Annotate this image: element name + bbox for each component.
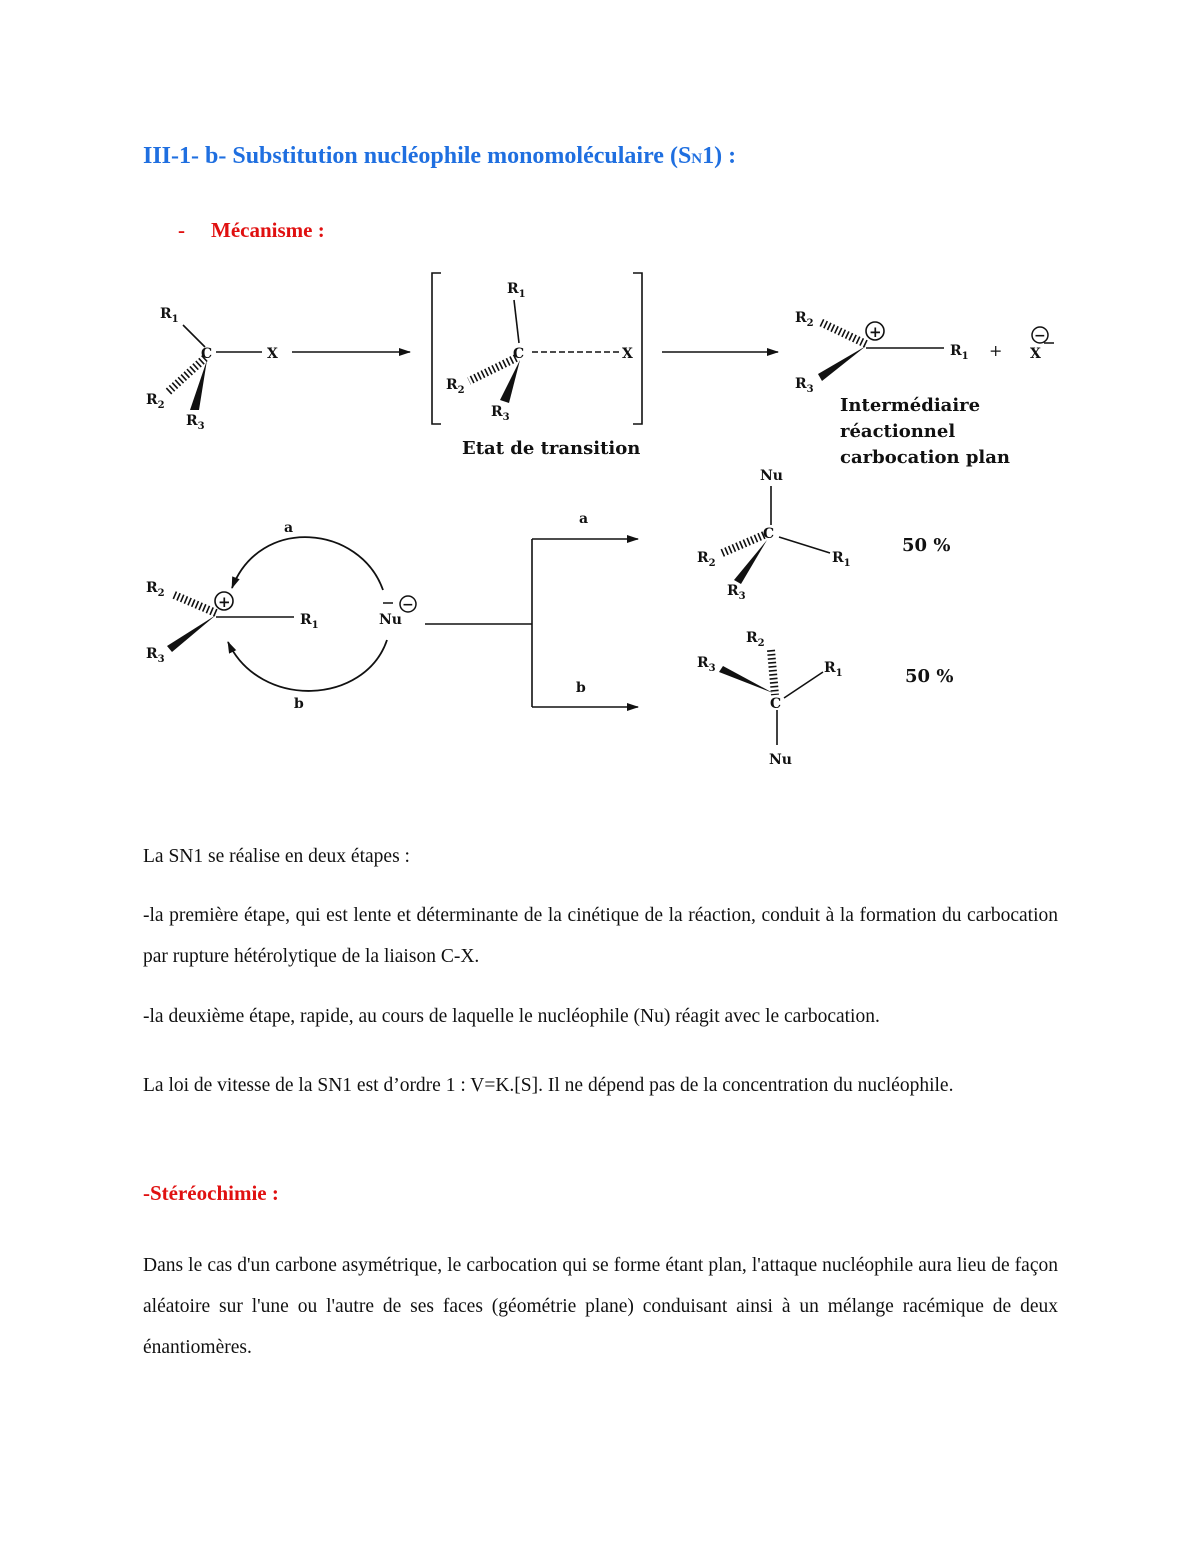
svg-text:réactionnel: réactionnel bbox=[840, 421, 956, 442]
svg-text:a: a bbox=[579, 511, 589, 527]
svg-text:Intermédiaire: Intermédiaire bbox=[840, 395, 981, 416]
svg-text:C: C bbox=[763, 526, 775, 542]
mechanism-bullet: - bbox=[178, 218, 185, 242]
svg-text:−: − bbox=[1034, 328, 1046, 344]
nucleophile bbox=[379, 596, 416, 628]
stereochemistry-label: -Stéréochimie : bbox=[143, 1181, 279, 1205]
svg-text:R1: $R_1$ bbox=[950, 343, 969, 362]
plus-sign: + bbox=[989, 341, 1003, 360]
svg-text:carbocation plan: carbocation plan bbox=[840, 447, 1011, 468]
section-heading: III-1- b- Substitution nucléophile monomoléculaire (SN1) : bbox=[143, 143, 737, 169]
paragraph-stereochemistry: Dans le cas d'un carbone asymétrique, le carbocation qui se forme étant plan, l'attaque nucléophile aura lieu de façon aléatoire sur l'une ou l'autre de ses faces (géométrie plane) conduisant ainsi à un mélange racémique de deux énantiomères. bbox=[143, 1255, 1058, 1358]
attack-arrow-b bbox=[228, 640, 387, 691]
attack-arrow-a bbox=[232, 537, 383, 590]
svg-text:R2: $R_2$ bbox=[146, 392, 165, 411]
svg-text:R1: $R_1$ bbox=[160, 306, 179, 325]
attack-carbocation bbox=[146, 580, 319, 665]
paragraph-rate-law: La loi de vitesse de la SN1 est d’ordre 1 : V=K.[S]. Il ne dépend pas de la concentration du nucléophile. bbox=[143, 1075, 954, 1096]
svg-text:X: X bbox=[1030, 346, 1041, 362]
svg-text:R1: $R_1$ bbox=[300, 612, 319, 631]
heading-subscript: N bbox=[691, 151, 703, 167]
product-b bbox=[697, 630, 843, 768]
paragraph-two-steps: La SN1 se réalise en deux étapes : bbox=[143, 846, 410, 867]
leaving-group-label: X bbox=[267, 346, 278, 362]
path-b-label: b bbox=[294, 696, 304, 712]
svg-text:R3: $R_3$ bbox=[146, 646, 165, 665]
svg-text:R2: $R_2$ bbox=[697, 550, 716, 569]
carbocation-intermediate bbox=[795, 310, 1054, 468]
wedge-bond bbox=[190, 360, 207, 410]
svg-text:Nu: Nu bbox=[379, 612, 402, 628]
svg-text:R1: $R_1$ bbox=[832, 550, 851, 569]
svg-text:+: + bbox=[218, 593, 231, 611]
svg-text:b: b bbox=[576, 680, 586, 696]
svg-text:−: − bbox=[402, 597, 414, 613]
svg-text:X: X bbox=[622, 346, 633, 362]
yield-a: 50 % bbox=[902, 535, 951, 556]
path-a-label: a bbox=[284, 520, 294, 536]
paragraph-step-two: -la deuxième étape, rapide, au cours de laquelle le nucléophile (Nu) réagit avec le carbocation. bbox=[143, 1006, 880, 1027]
paragraph-step-one: -la première étape, qui est lente et déterminante de la cinétique de la réaction, conduit à la formation du carbocation par rupture hétérolytique de la liaison C-X. bbox=[143, 905, 1058, 967]
svg-text:Nu: Nu bbox=[760, 468, 783, 484]
svg-text:Nu: Nu bbox=[769, 752, 792, 768]
svg-text:R2: $R_2$ bbox=[446, 377, 465, 396]
svg-text:R2: $R_2$ bbox=[746, 630, 765, 649]
right-bracket bbox=[633, 273, 642, 424]
transition-caption: Etat de transition bbox=[462, 438, 641, 459]
svg-text:R3: $R_3$ bbox=[186, 413, 205, 432]
svg-text:R3: $R_3$ bbox=[795, 376, 814, 395]
mechanism-label: Mécanisme : bbox=[211, 218, 325, 242]
svg-text:R3: $R_3$ bbox=[697, 655, 716, 674]
svg-text:R2: $R_2$ bbox=[146, 580, 165, 599]
svg-text:C: C bbox=[513, 346, 525, 362]
svg-text:+: + bbox=[869, 323, 882, 341]
yield-b: 50 % bbox=[905, 666, 954, 687]
svg-text:R1: $R_1$ bbox=[824, 660, 843, 679]
left-bracket bbox=[432, 273, 441, 424]
svg-text:R2: $R_2$ bbox=[795, 310, 814, 329]
product-a bbox=[697, 468, 851, 602]
svg-text:R3: $R_3$ bbox=[491, 404, 510, 423]
transition-state bbox=[432, 273, 642, 459]
svg-text:R3: $R_3$ bbox=[727, 583, 746, 602]
svg-text:C: C bbox=[770, 696, 782, 712]
carbon-label: C bbox=[201, 346, 213, 362]
substrate-molecule bbox=[146, 306, 278, 432]
svg-text:R1: $R_1$ bbox=[507, 281, 526, 300]
